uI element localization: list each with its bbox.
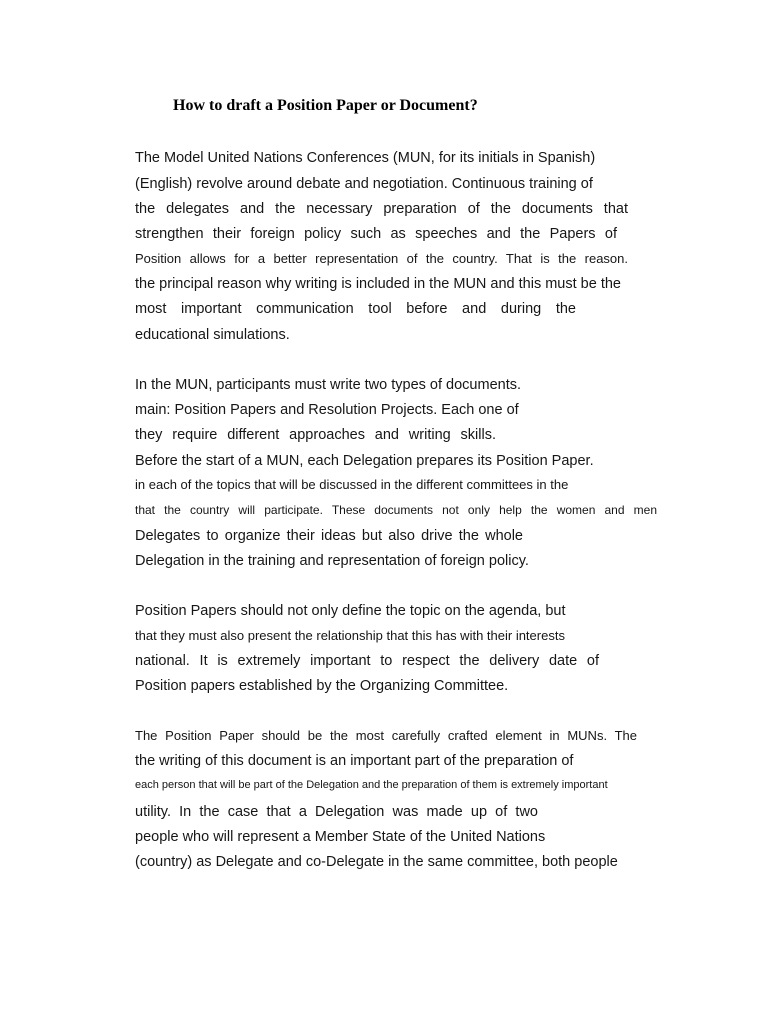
paragraph-1-line-2: (English) revolve around debate and negotiation. Continuous training of <box>135 176 593 192</box>
paragraph-1-line-5: Position allows for a better representation of the country. That is the reason. <box>135 251 628 266</box>
document-title: How to draft a Position Paper or Document? <box>173 97 478 114</box>
paragraph-3-line-3: national. It is extremely important to respect the delivery date of <box>135 653 599 669</box>
paragraph-2-line-8: Delegation in the training and representation of foreign policy. <box>135 553 529 569</box>
paragraph-2-line-2: main: Position Papers and Resolution Projects. Each one of <box>135 402 519 418</box>
paragraph-4-line-1: The Position Paper should be the most carefully crafted element in MUNs. The <box>135 728 637 743</box>
paragraph-1-line-7: most important communication tool before and during the <box>135 301 576 317</box>
paragraph-4-line-6: (country) as Delegate and co-Delegate in the same committee, both people <box>135 854 618 870</box>
paragraph-3-line-1: Position Papers should not only define the topic on the agenda, but <box>135 603 566 619</box>
paragraph-2-line-1: In the MUN, participants must write two types of documents. <box>135 377 522 393</box>
paragraph-4-line-4: utility. In the case that a Delegation was made up of two <box>135 804 538 820</box>
paragraph-1-line-1: The Model United Nations Conferences (MUN, for its initials in Spanish) <box>135 150 596 166</box>
paragraph-1-line-4: strengthen their foreign policy such as speeches and the Papers of <box>135 226 617 242</box>
paragraph-2-line-5: in each of the topics that will be discussed in the different committees in the <box>135 477 569 492</box>
paragraph-2-line-4: Before the start of a MUN, each Delegation prepares its Position Paper. <box>135 453 594 469</box>
paragraph-4-line-5: people who will represent a Member State of the United Nations <box>135 829 546 845</box>
paragraph-3-line-2: that they must also present the relationship that this has with their interests <box>135 628 565 643</box>
paragraph-2-line-3: they require different approaches and writing skills. <box>135 427 496 443</box>
paragraph-4-line-3: each person that will be part of the Delegation and the preparation of them is extremely important <box>135 779 608 791</box>
paragraph-1-line-3: the delegates and the necessary preparation of the documents that <box>135 201 628 217</box>
paragraph-2-line-7: Delegates to organize their ideas but also drive the whole <box>135 528 523 544</box>
paragraph-1-line-6: the principal reason why writing is included in the MUN and this must be the <box>135 276 621 292</box>
paragraph-3-line-4: Position papers established by the Organizing Committee. <box>135 678 509 694</box>
paragraph-4-line-2: the writing of this document is an important part of the preparation of <box>135 753 574 769</box>
paragraph-1-line-8: educational simulations. <box>135 327 290 343</box>
paragraph-2-line-6: that the country will participate. These documents not only help the women and men <box>135 503 657 517</box>
